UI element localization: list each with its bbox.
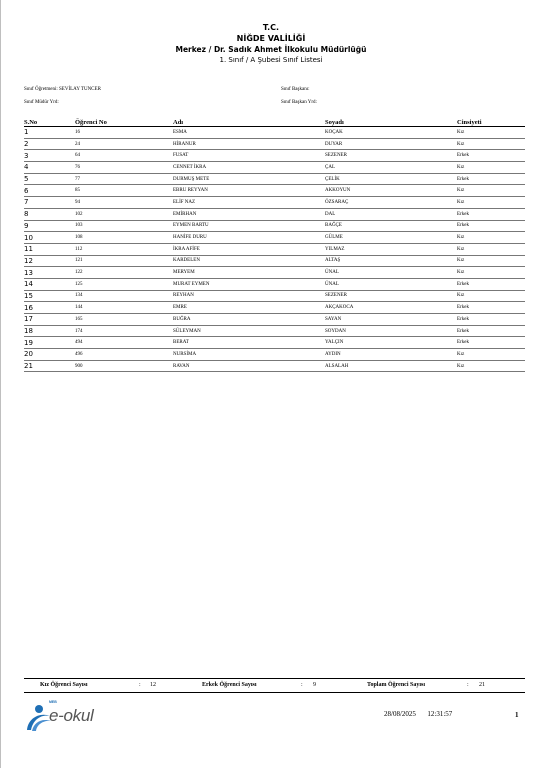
cell-row-number: 16 (24, 302, 75, 314)
cell-student-number: 134 (75, 290, 173, 302)
cell-first-name: MURAT EYMEN (173, 278, 325, 290)
cell-first-name: ELİF NAZ (173, 197, 325, 209)
cell-row-number: 20 (24, 349, 75, 361)
cell-last-name: ÜNAL (325, 278, 457, 290)
cell-row-number: 14 (24, 278, 75, 290)
table-row (24, 138, 525, 150)
cell-row-number: 2 (24, 138, 75, 150)
cell-first-name: REYHAN (173, 290, 325, 302)
cell-last-name: SAYAN (325, 314, 457, 326)
cell-student-number: 900 (75, 360, 173, 372)
boy-count-label: Erkek Öğrenci Sayısı (202, 682, 257, 688)
cell-gender: Kız (457, 255, 525, 267)
cell-last-name: SEZENER (325, 150, 457, 162)
table-row (24, 290, 525, 302)
cell-row-number: 4 (24, 162, 75, 174)
cell-last-name: GÜLME (325, 232, 457, 244)
teacher-label: Sınıf Öğretmeni: (24, 87, 58, 92)
teacher-value: SEVİLAY TUNCER (59, 87, 101, 92)
cell-student-number: 94 (75, 197, 173, 209)
cell-first-name: EYMEN BARTU (173, 220, 325, 232)
cell-row-number: 7 (24, 197, 75, 209)
cell-gender: Erkek (457, 208, 525, 220)
cell-last-name: BAĞÇE (325, 220, 457, 232)
cell-student-number: 64 (75, 150, 173, 162)
table-row (24, 267, 525, 279)
cell-student-number: 494 (75, 337, 173, 349)
cell-last-name: SOYDAN (325, 325, 457, 337)
cell-row-number: 3 (24, 150, 75, 162)
cell-gender: Kız (457, 243, 525, 255)
cell-gender: Erkek (457, 220, 525, 232)
cell-gender: Erkek (457, 173, 525, 185)
column-header-last-name: Soyadı (325, 118, 457, 127)
cell-first-name: İKRA AFİFE (173, 243, 325, 255)
cell-student-number: 108 (75, 232, 173, 244)
total-count-separator: : (467, 682, 469, 688)
cell-student-number: 76 (75, 162, 173, 174)
cell-last-name: ÇAL (325, 162, 457, 174)
cell-gender: Kız (457, 267, 525, 279)
girl-count-label: Kız Öğrenci Sayısı (40, 682, 88, 688)
table-row (24, 127, 525, 139)
cell-first-name: HİRANUR (173, 138, 325, 150)
cell-gender: Kız (457, 232, 525, 244)
cell-last-name: DUYAR (325, 138, 457, 150)
cell-first-name: KARDELEN (173, 255, 325, 267)
table-row (24, 197, 525, 209)
e-okul-logo (24, 700, 104, 734)
cell-row-number: 1 (24, 127, 75, 139)
boy-count-separator: : (301, 682, 303, 688)
table-row (24, 185, 525, 197)
cell-gender: Erkek (457, 314, 525, 326)
cell-first-name: EMİRHAN (173, 208, 325, 220)
cell-first-name: CENNET İKRA (173, 162, 325, 174)
cell-student-number: 77 (75, 173, 173, 185)
cell-student-number: 112 (75, 243, 173, 255)
page-left-border (0, 0, 1, 768)
cell-student-number: 103 (75, 220, 173, 232)
president-label: Sınıf Başkanı: (281, 87, 310, 92)
table-row (24, 150, 525, 162)
cell-row-number: 6 (24, 185, 75, 197)
cell-last-name: YALÇIN (325, 337, 457, 349)
cell-student-number: 16 (75, 127, 173, 139)
total-count-label: Toplam Öğrenci Sayısı (367, 682, 426, 688)
boy-count-value: 9 (313, 682, 316, 688)
cell-last-name: AKÇAKOCA (325, 302, 457, 314)
table-body (24, 127, 525, 372)
cell-row-number: 8 (24, 208, 75, 220)
cell-gender: Kız (457, 349, 525, 361)
cell-row-number: 21 (24, 360, 75, 372)
cell-first-name: EMRE (173, 302, 325, 314)
cell-row-number: 13 (24, 267, 75, 279)
cell-gender: Erkek (457, 302, 525, 314)
cell-student-number: 24 (75, 138, 173, 150)
cell-row-number: 12 (24, 255, 75, 267)
cell-student-number: 125 (75, 278, 173, 290)
footer-bottom-divider (24, 692, 525, 693)
cell-gender: Erkek (457, 150, 525, 162)
footer-top-divider (24, 678, 525, 679)
cell-last-name: AYDIN (325, 349, 457, 361)
cell-last-name: DAL (325, 208, 457, 220)
cell-student-number: 85 (75, 185, 173, 197)
cell-first-name: SÜLEYMAN (173, 325, 325, 337)
cell-student-number: 496 (75, 349, 173, 361)
cell-row-number: 11 (24, 243, 75, 255)
cell-last-name: ÖZSARAÇ (325, 197, 457, 209)
cell-first-name: RAVAN (173, 360, 325, 372)
cell-first-name: EBRU REYYAN (173, 185, 325, 197)
total-count-stat (367, 682, 485, 688)
cell-student-number: 144 (75, 302, 173, 314)
cell-row-number: 19 (24, 337, 75, 349)
cell-last-name: ALTAŞ (325, 255, 457, 267)
table-row (24, 162, 525, 174)
cell-row-number: 5 (24, 173, 75, 185)
logo-meb-text: MEB (49, 700, 57, 704)
deputy-info (24, 99, 59, 106)
cell-student-number: 102 (75, 208, 173, 220)
total-count-value: 21 (479, 682, 485, 688)
cell-student-number: 122 (75, 267, 173, 279)
cell-gender: Erkek (457, 278, 525, 290)
cell-row-number: 9 (24, 220, 75, 232)
column-header-gender: Cinsiyeti (457, 118, 525, 127)
cell-student-number: 165 (75, 314, 173, 326)
vice-president-info (281, 99, 317, 106)
table-row (24, 349, 525, 361)
document-header (0, 22, 542, 66)
page-title: 1. Sınıf / A Şubesi Sınıf Listesi (219, 56, 323, 64)
vice-president-label: Sınıf Başkan Yrd: (281, 100, 317, 105)
cell-gender: Kız (457, 138, 525, 150)
girl-count-value: 12 (150, 682, 156, 688)
cell-row-number: 18 (24, 325, 75, 337)
cell-last-name: SEZENER (325, 290, 457, 302)
cell-last-name: KOÇAK (325, 127, 457, 139)
cell-first-name: MERYEM (173, 267, 325, 279)
table-row (24, 360, 525, 372)
cell-last-name: ÇELİK (325, 173, 457, 185)
cell-first-name: BUĞRA (173, 314, 325, 326)
table-row (24, 302, 525, 314)
table-row (24, 255, 525, 267)
cell-last-name: YILMAZ (325, 243, 457, 255)
cell-gender: Kız (457, 290, 525, 302)
student-list-table (24, 118, 525, 372)
table-header-row (24, 118, 525, 127)
cell-gender: Kız (457, 127, 525, 139)
cell-row-number: 10 (24, 232, 75, 244)
cell-first-name: DURMUŞ METE (173, 173, 325, 185)
table-row (24, 232, 525, 244)
cell-last-name: ÜNAL (325, 267, 457, 279)
table-row (24, 220, 525, 232)
column-header-no: S.No (24, 118, 75, 127)
cell-gender: Kız (457, 162, 525, 174)
column-header-student-no: Öğrenci No (75, 118, 173, 127)
cell-gender: Erkek (457, 337, 525, 349)
president-info (281, 86, 309, 93)
table-row (24, 208, 525, 220)
cell-first-name: BERAT (173, 337, 325, 349)
boy-count-stat (202, 682, 316, 688)
header-school: Merkez / Dr. Sadık Ahmet İlkokulu Müdürlüğü (175, 45, 367, 54)
cell-gender: Kız (457, 360, 525, 372)
deputy-label: Sınıf Müdür Yrd: (24, 100, 59, 105)
page-number: 1 (515, 711, 519, 719)
table-row (24, 278, 525, 290)
print-time: 12:31:57 (427, 710, 453, 718)
cell-first-name: HANİFE DURU (173, 232, 325, 244)
cell-first-name: ESMA (173, 127, 325, 139)
table-row (24, 243, 525, 255)
cell-gender: Kız (457, 197, 525, 209)
print-date: 28/08/2025 (384, 710, 416, 718)
table-row (24, 173, 525, 185)
header-country: T.C. (262, 23, 280, 32)
cell-student-number: 121 (75, 255, 173, 267)
column-header-first-name: Adı (173, 118, 325, 127)
table-row (24, 314, 525, 326)
cell-gender: Kız (457, 185, 525, 197)
girl-count-separator: : (139, 682, 141, 688)
cell-last-name: AKKOYUN (325, 185, 457, 197)
table-row (24, 325, 525, 337)
table-row (24, 337, 525, 349)
cell-student-number: 174 (75, 325, 173, 337)
cell-gender: Erkek (457, 325, 525, 337)
cell-row-number: 17 (24, 314, 75, 326)
cell-row-number: 15 (24, 290, 75, 302)
cell-last-name: ALSALAH (325, 360, 457, 372)
girl-count-stat (40, 682, 156, 688)
cell-first-name: NURSİMA (173, 349, 325, 361)
teacher-info (24, 86, 101, 93)
logo-wordmark: e-okul (49, 706, 94, 725)
header-governorship: NİĞDE VALİLİĞİ (236, 34, 306, 43)
print-datetime (384, 710, 452, 718)
cell-first-name: FUSAT (173, 150, 325, 162)
